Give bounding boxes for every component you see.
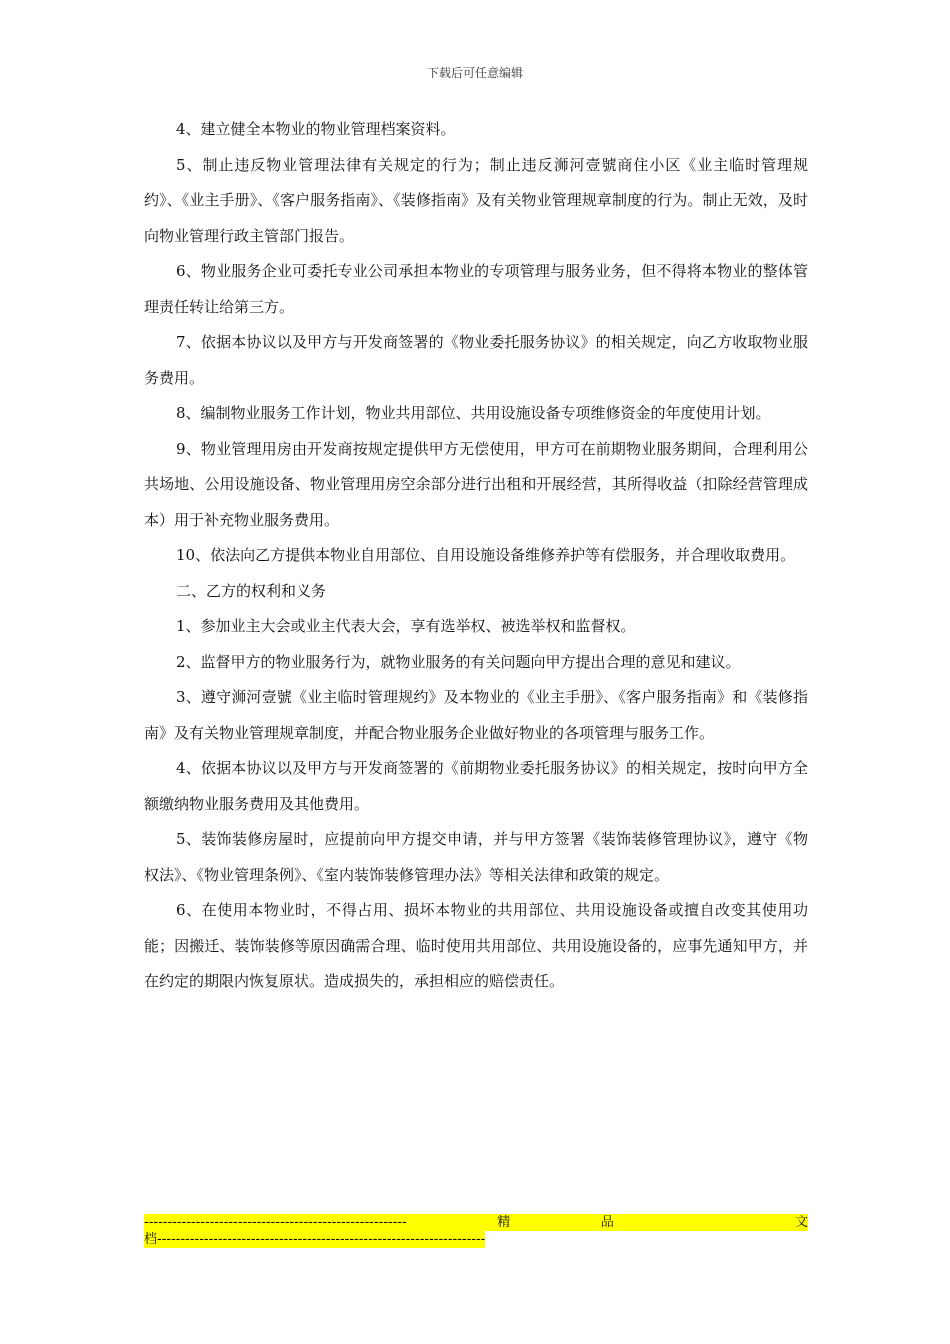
paragraph-b-item-4: 4、依据本协议以及甲方与开发商签署的《前期物业委托服务协议》的相关规定，按时向甲方全额缴纳物业服务费用及其他费用。 [144,759,808,813]
paragraph-item-4: 4、建立健全本物业的物业管理档案资料。 [176,120,456,138]
paragraph-b-item-5: 5、装饰装修房屋时，应提前向甲方提交申请，并与甲方签署《装饰装修管理协议》，遵守《物权法》、《物业管理条例》、《室内装饰装修管理办法》等相关法律和政策的规定。 [144,830,808,884]
paragraph-item-8: 8、编制物业服务工作计划，物业共用部位、共用设施设备专项维修资金的年度使用计划。 [176,404,771,422]
paragraph-item-10: 10、依法向乙方提供本物业自用部位、自用设施设备维修养护等有偿服务，并合理收取费用。 [176,546,796,564]
paragraph-b-item-1: 1、参加业主大会或业主代表大会，享有选举权、被选举权和监督权。 [176,617,636,635]
paragraph-b-item-2: 2、监督甲方的物业服务行为，就物业服务的有关问题向甲方提出合理的意见和建议。 [176,652,741,671]
footer-char-2: 品 [600,1215,614,1230]
page-header: 下载后可任意编辑 [426,66,523,80]
document-body [144,112,808,1000]
paragraph-item-6: 6、物业服务企业可委托专业公司承担本物业的专项管理与服务业务，但不得将本物业的整体管理责任转让给第三方。 [144,262,808,316]
paragraph-b-item-6: 6、在使用本物业时，不得占用、损坏本物业的共用部位、共用设施设备或擅自改变其使用功能；因搬迁、装饰装修等原因确需合理、临时使用共用部位、共用设施设备的，应事先通知甲方，并在约定的期限内恢复原状。造成损失的，承担相应的赔偿责任。 [144,901,808,990]
paragraph-b-item-3: 3、遵守浉河壹號《业主临时管理规约》及本物业的《业主手册》、《客户服务指南》和《装修指南》及有关物业管理规章制度，并配合物业服务企业做好物业的各项管理与服务工作。 [144,688,808,742]
footer-line-2: 档---------------------------------------------------------------------- [144,1232,486,1247]
paragraph-item-7: 7、依据本协议以及甲方与开发商签署的《物业委托服务协议》的相关规定，向乙方收取物业服务费用。 [144,333,808,387]
section-heading: 二、乙方的权利和义务 [176,581,327,600]
footer-char-1: 精 [497,1215,511,1230]
paragraph-item-9: 9、物业管理用房由开发商按规定提供甲方无偿使用，甲方可在前期物业服务期间，合理利用公共场地、公用设施设备、物业管理用房空余部分进行出租和开展经营，其所得收益（扣除经营管理成本）用于补充物业服务费用。 [144,439,808,529]
footer-char-3: 文 [794,1215,808,1230]
footer-dashes: -------------------------------------------------------- [144,1215,407,1230]
page-footer [144,1214,808,1253]
footer-line-1 [144,1214,808,1231]
paragraph-item-5: 5、制止违反物业管理法律有关规定的行为；制止违反浉河壹號商住小区《业主临时管理规约》、《业主手册》、《客户服务指南》、《装修指南》及有关物业管理规章制度的行为。制止无效，及时向物业管理行政主管部门报告。 [144,155,808,245]
